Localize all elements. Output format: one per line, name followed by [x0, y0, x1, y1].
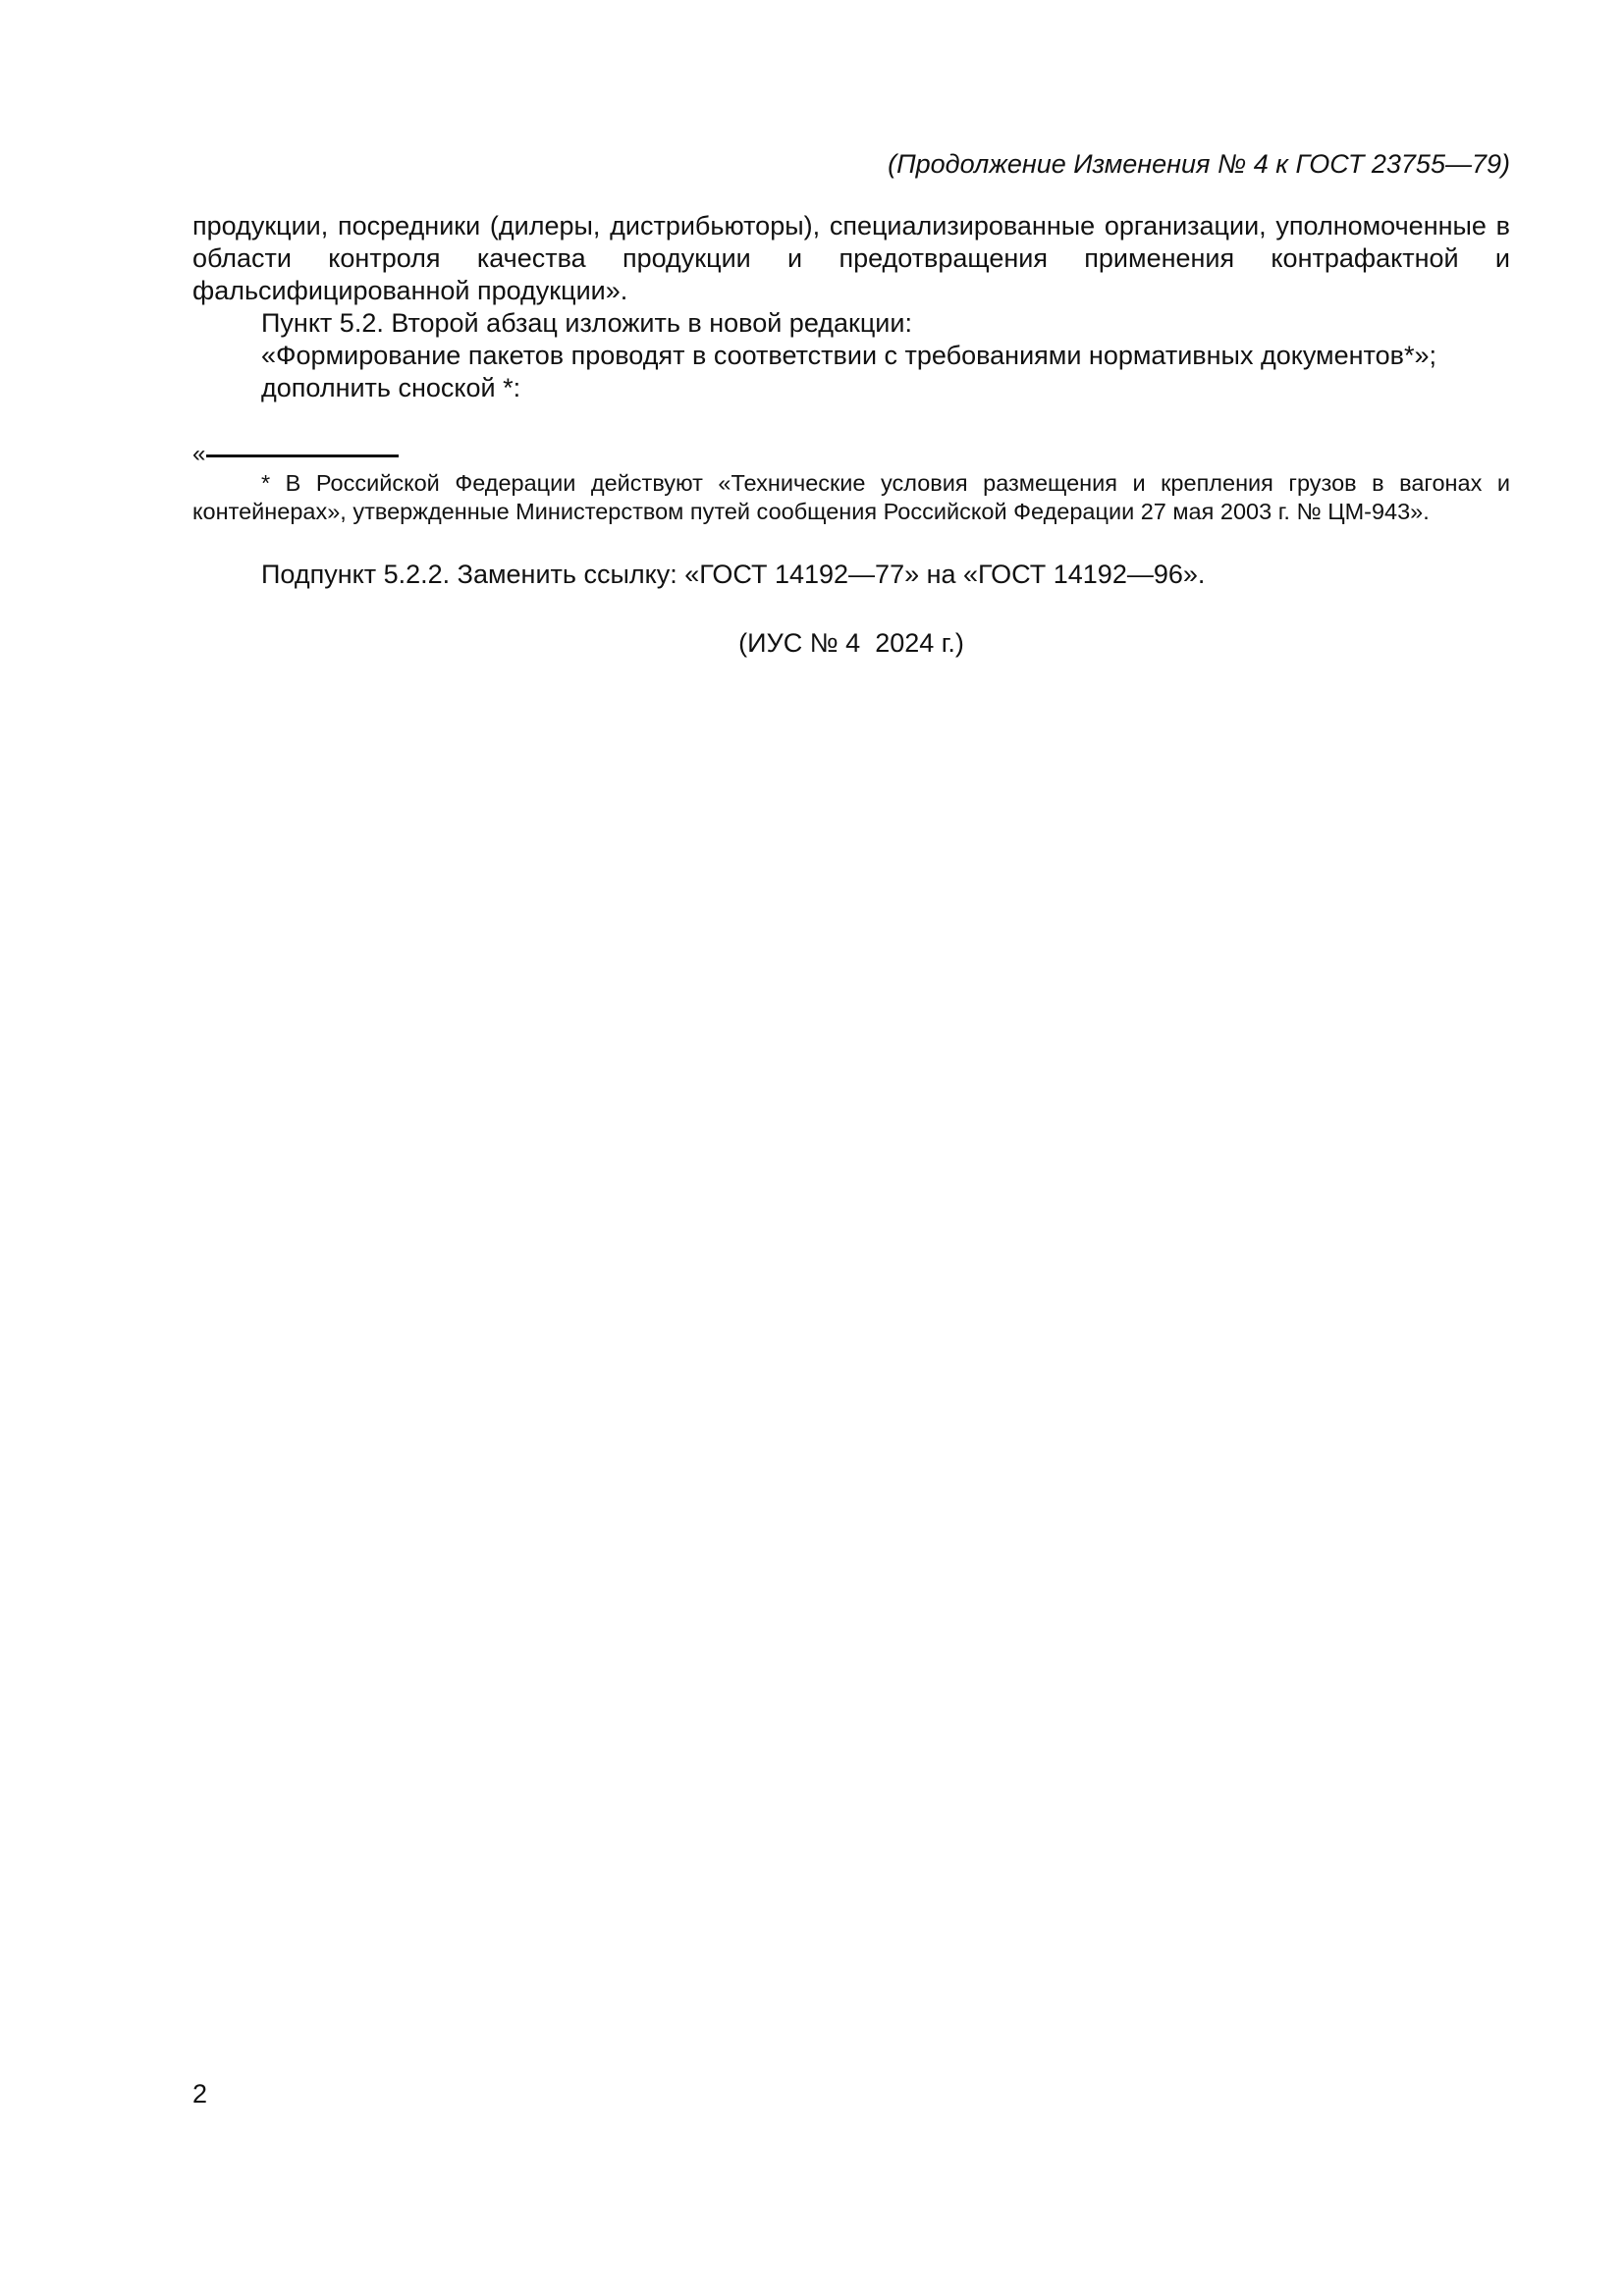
new-wording-quote: «Формирование пакетов проводят в соответствии с требованиями нормативных документов*»; — [261, 341, 1436, 370]
running-header: (Продолжение Изменения № 4 к ГОСТ 23755—79) — [888, 149, 1510, 179]
footnote-opening-quote: « — [192, 441, 206, 467]
point-5-2-instruction: Пункт 5.2. Второй абзац изложить в новой редакции: — [261, 308, 912, 338]
add-footnote-instruction: дополнить сноской *: — [261, 373, 521, 402]
page-number: 2 — [192, 2079, 208, 2109]
footnote-rule — [206, 454, 399, 457]
footnote-separator — [192, 442, 428, 467]
continued-paragraph: продукции, посредники (дилеры, дистрибьюторы), специализированные организации, уполномоченные в области контроля качества продукции и предотвращения применения контрафактной и фальсифицированной продукции». — [192, 211, 1510, 305]
footnote-text: * В Российской Федерации действуют «Технические условия размещения и крепления грузов в вагонах и контейнерах», утвержденные Министерством путей сообщения Российской Федерации 27 мая 2003 г. № ЦМ-943». — [192, 470, 1510, 524]
subpoint-5-2-2: Подпункт 5.2.2. Заменить ссылку: «ГОСТ 14192—77» на «ГОСТ 14192—96». — [261, 560, 1206, 589]
amendment-body — [192, 210, 1510, 404]
ius-reference: (ИУС № 4 2024 г.) — [738, 628, 964, 658]
